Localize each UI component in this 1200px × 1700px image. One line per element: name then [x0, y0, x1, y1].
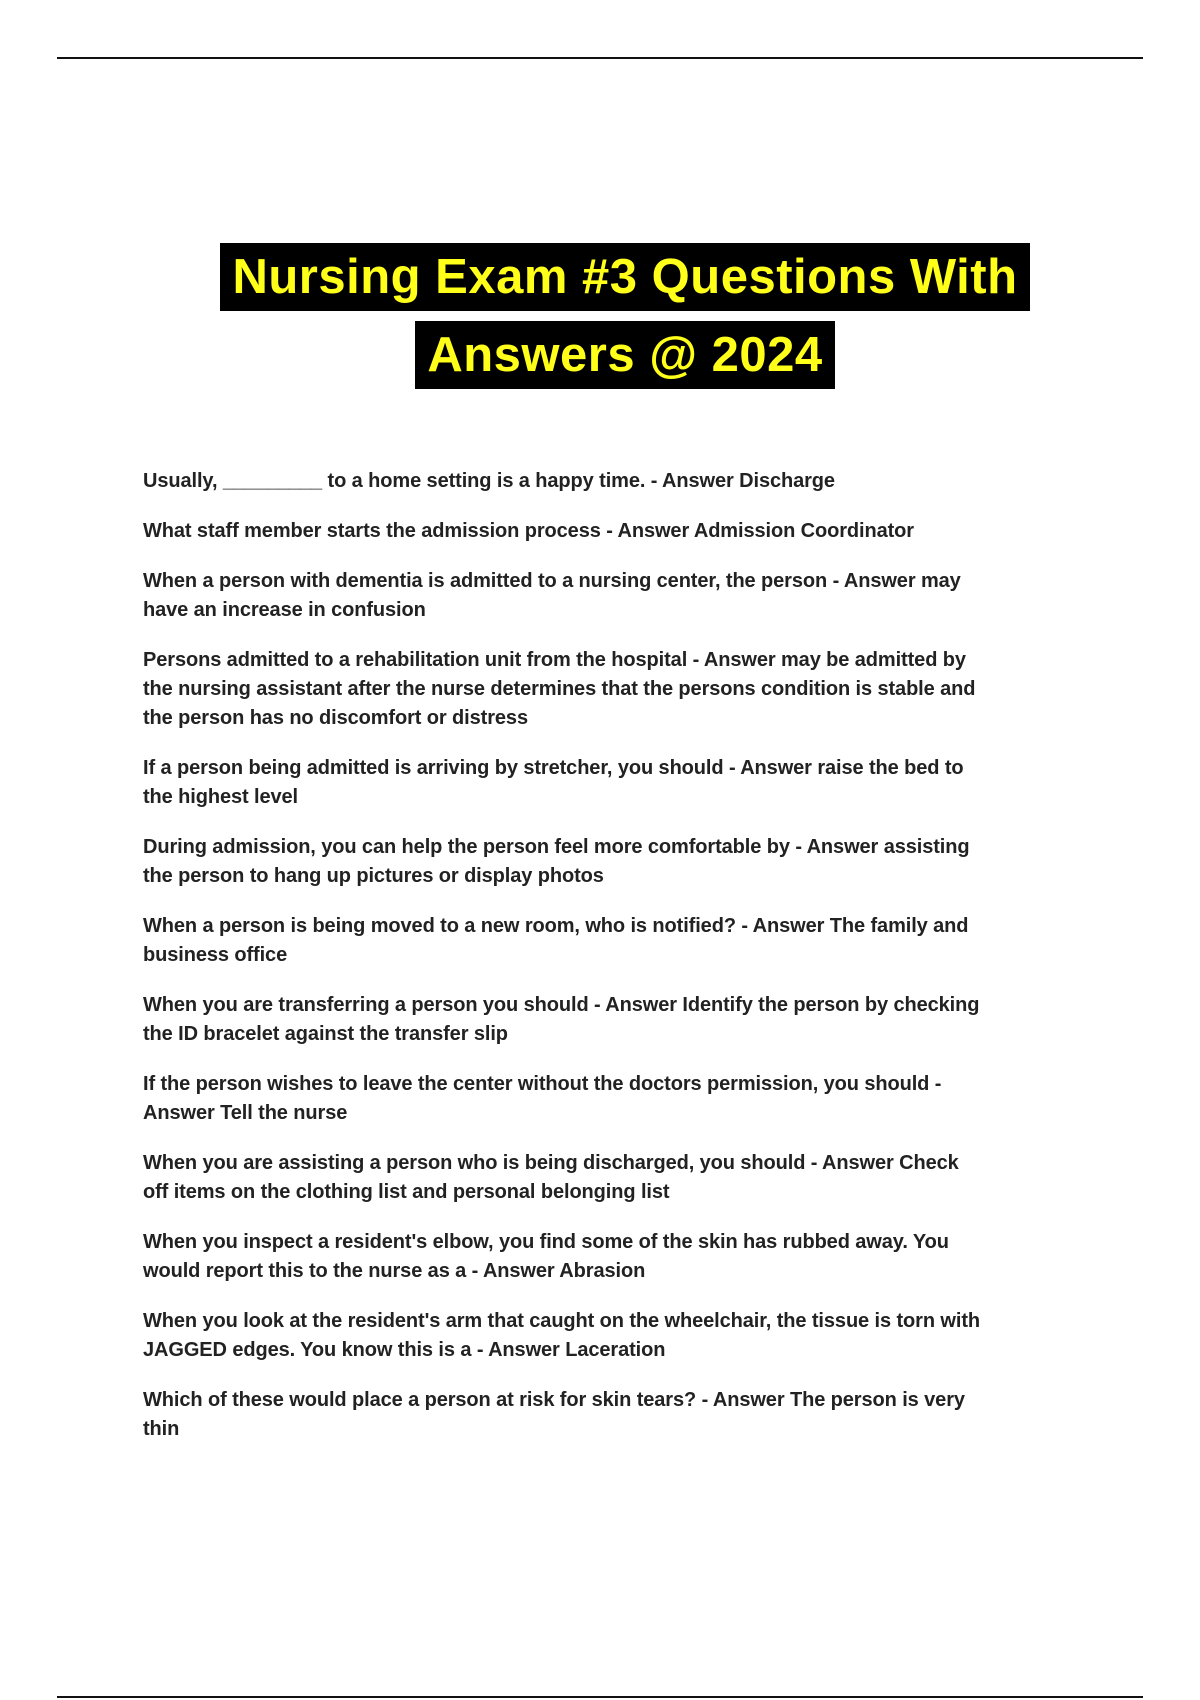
title-line-2: Answers @ 2024 [415, 321, 834, 389]
qa-line: When you inspect a resident's elbow, you find some of the skin has rubbed away. You [143, 1231, 949, 1253]
qa-line: If the person wishes to leave the center without the doctors permission, you should - [143, 1073, 942, 1095]
qa-line: When a person is being moved to a new room, who is notified? - Answer The family and [143, 915, 969, 937]
qa-item [143, 467, 1103, 496]
qa-line: Answer Tell the nurse [143, 1102, 348, 1124]
qa-item [143, 567, 1103, 625]
qa-line: off items on the clothing list and personal belonging list [143, 1181, 670, 1203]
document-title [0, 243, 1200, 399]
qa-line: When a person with dementia is admitted to a nursing center, the person - Answer may [143, 570, 961, 592]
qa-line: the ID bracelet against the transfer slip [143, 1023, 508, 1045]
qa-line: When you look at the resident's arm that caught on the wheelchair, the tissue is torn with [143, 1310, 980, 1332]
qa-line: thin [143, 1418, 180, 1440]
qa-line: the highest level [143, 786, 299, 808]
qa-item [143, 1386, 1103, 1444]
qa-line: the person has no discomfort or distress [143, 707, 528, 729]
qa-item [143, 912, 1103, 970]
qa-item [143, 646, 1103, 733]
qa-line: During admission, you can help the person feel more comfortable by - Answer assisting [143, 836, 970, 858]
footer-rule [57, 1696, 1143, 1698]
qa-line: the nursing assistant after the nurse determines that the persons condition is stable and [143, 678, 976, 700]
qa-item [143, 1070, 1103, 1128]
qa-item [143, 833, 1103, 891]
qa-item [143, 1228, 1103, 1286]
qa-line: would report this to the nurse as a - Answer Abrasion [143, 1260, 646, 1282]
qa-list [143, 467, 1103, 1465]
qa-item [143, 754, 1103, 812]
qa-line: When you are transferring a person you should - Answer Identify the person by checking [143, 994, 980, 1016]
qa-line: have an increase in confusion [143, 599, 426, 621]
qa-line: the person to hang up pictures or display photos [143, 865, 604, 887]
qa-line: When you are assisting a person who is being discharged, you should - Answer Check [143, 1152, 959, 1174]
qa-line: If a person being admitted is arriving by stretcher, you should - Answer raise the bed to [143, 757, 964, 779]
qa-item [143, 517, 1103, 546]
qa-line: Persons admitted to a rehabilitation unit from the hospital - Answer may be admitted by [143, 649, 966, 671]
header-rule [57, 57, 1143, 59]
qa-item [143, 991, 1103, 1049]
qa-line: What staff member starts the admission process - Answer Admission Coordinator [143, 520, 914, 542]
qa-item [143, 1307, 1103, 1365]
qa-line: Which of these would place a person at risk for skin tears? - Answer The person is very [143, 1389, 965, 1411]
title-line-1: Nursing Exam #3 Questions With [220, 243, 1029, 311]
qa-line: JAGGED edges. You know this is a - Answer Laceration [143, 1339, 666, 1361]
qa-line: Usually, _________ to a home setting is a happy time. - Answer Discharge [143, 470, 835, 492]
qa-line: business office [143, 944, 288, 966]
qa-item [143, 1149, 1103, 1207]
